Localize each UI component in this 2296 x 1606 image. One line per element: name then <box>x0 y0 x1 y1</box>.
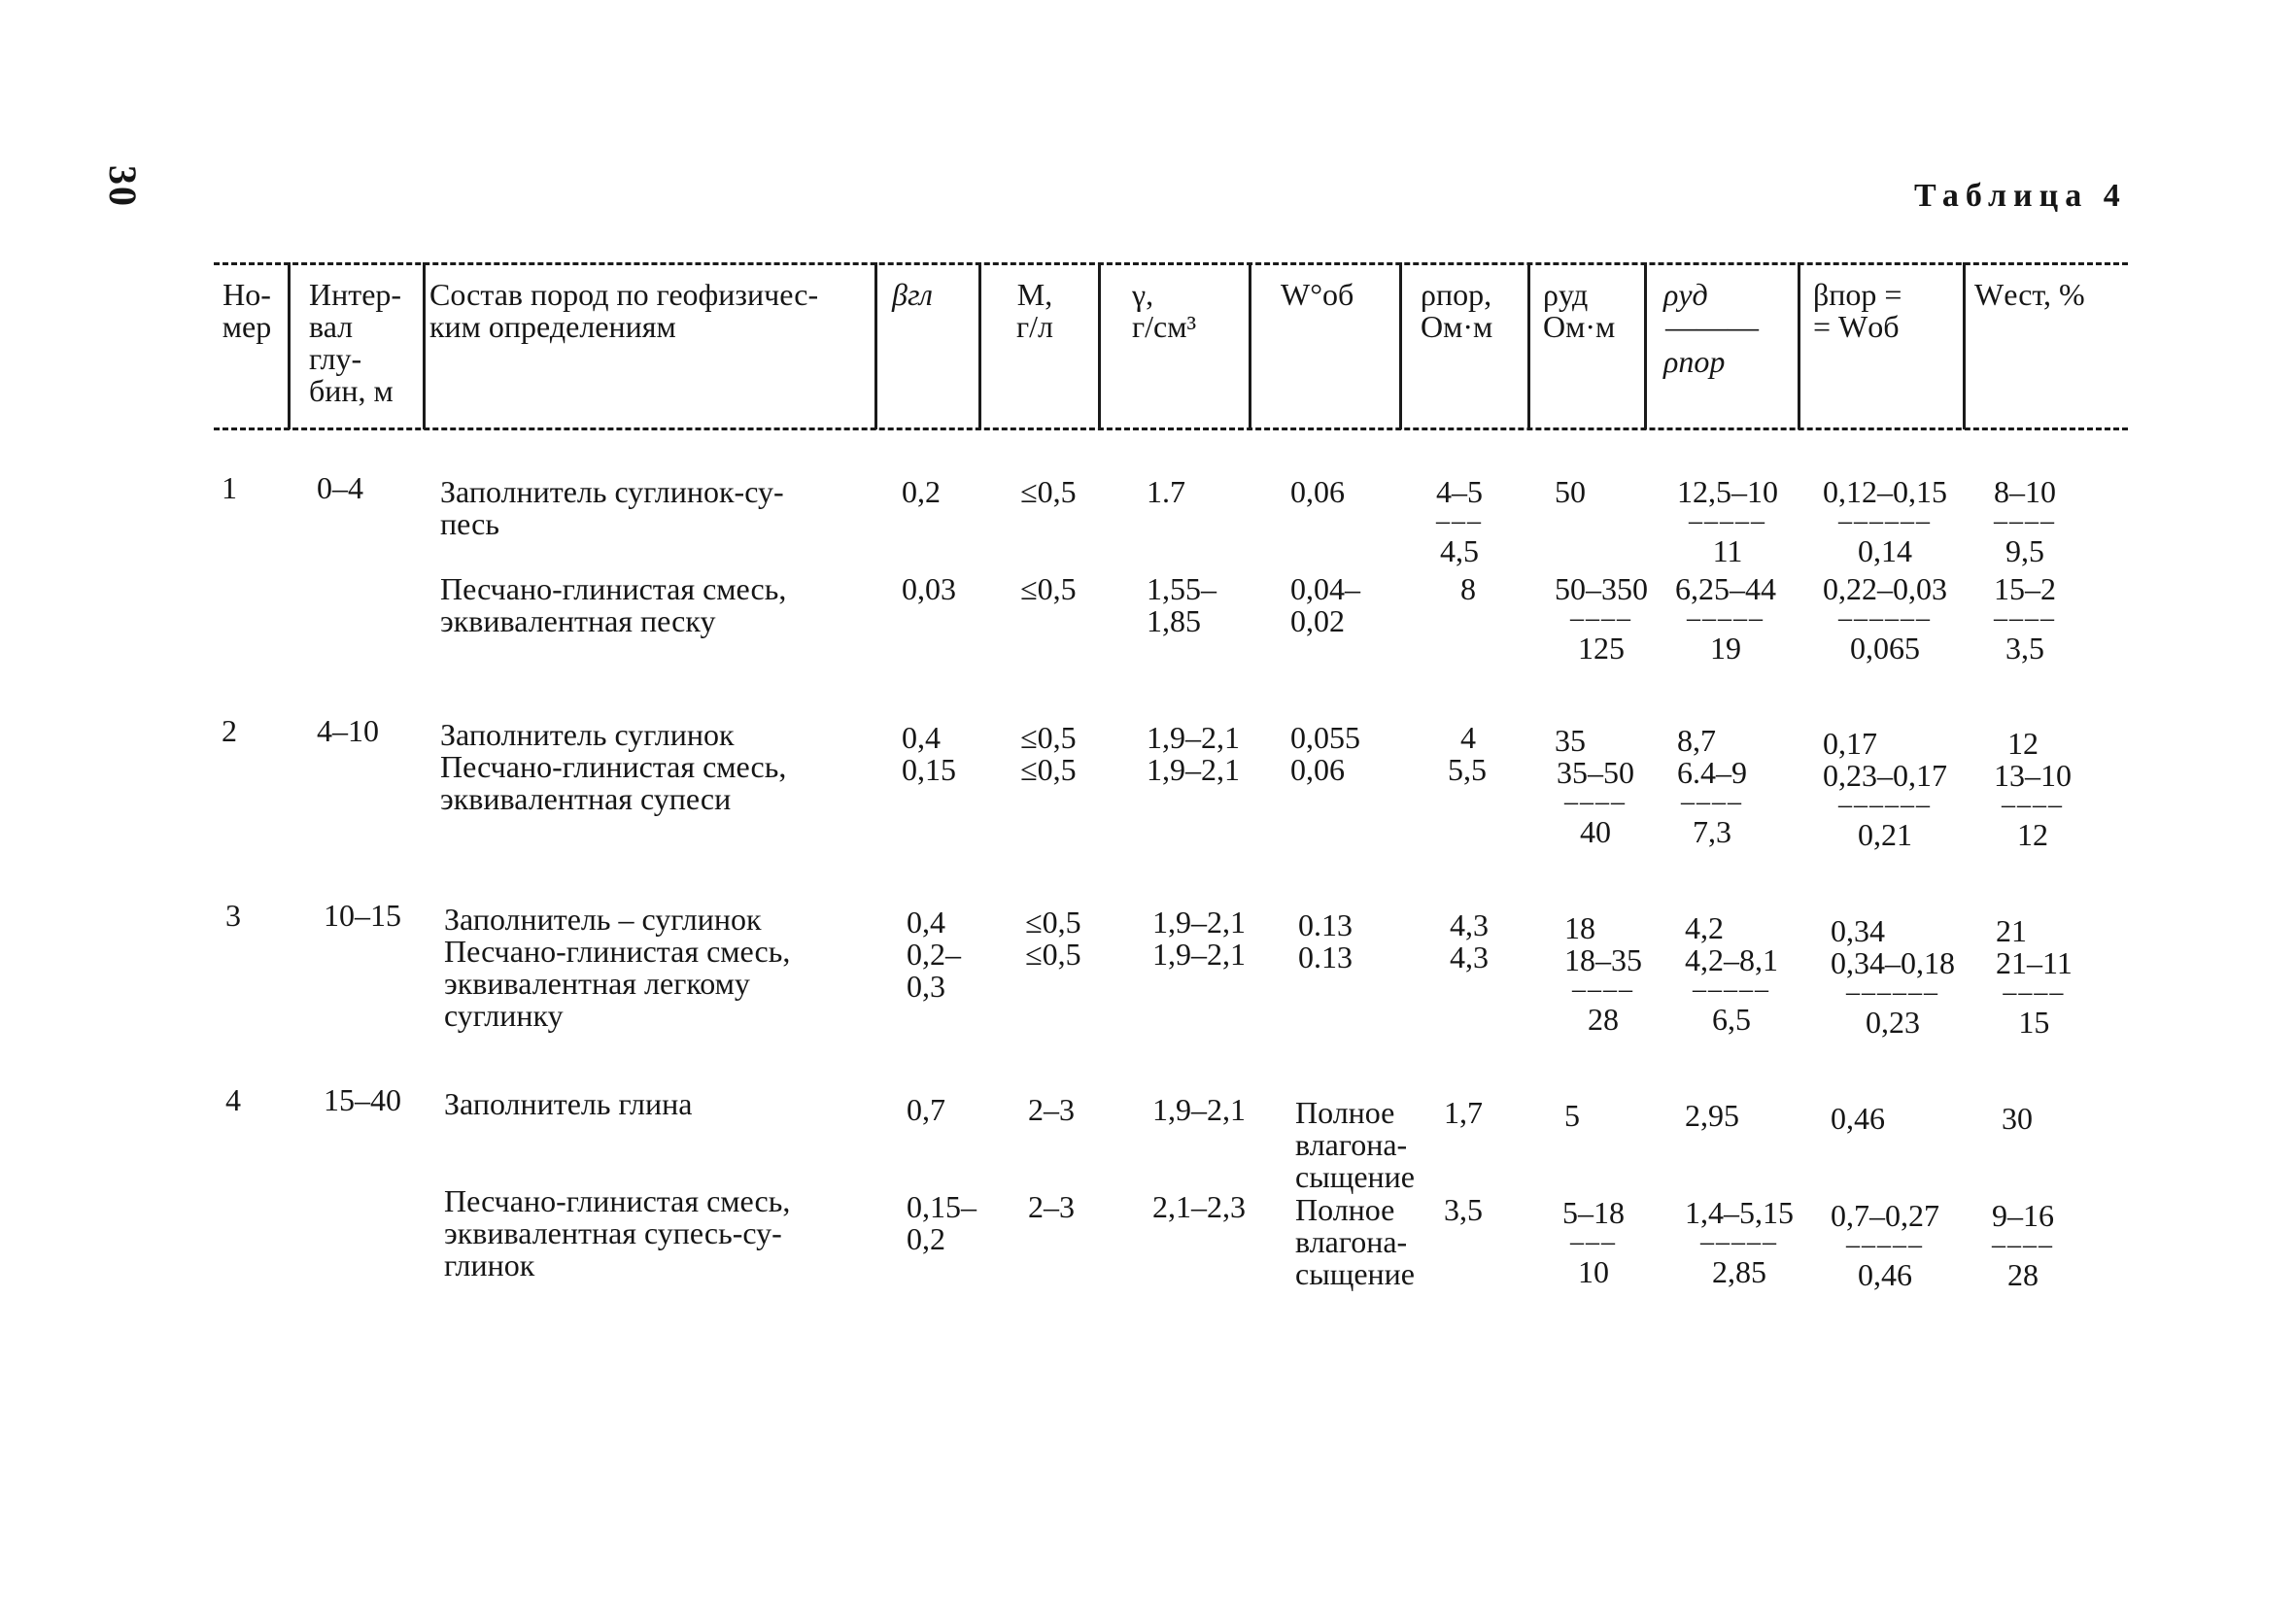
fraction-bottom: 2,85 <box>1712 1254 1766 1289</box>
fraction-bar: –––––– <box>1846 977 1939 1008</box>
row-ratio-fraction <box>1677 476 1778 567</box>
row-m: ≤0,5 <box>1020 752 1077 787</box>
row-w-est-fraction <box>1994 476 2056 567</box>
fraction-bar: –––– <box>2003 977 2066 1008</box>
col-divider <box>1399 262 1402 429</box>
row-gamma: 1,9–2,1 <box>1152 937 1246 972</box>
row-number: 2 <box>222 713 237 748</box>
fraction-bar: –––– <box>1572 974 1634 1005</box>
fraction-top: 50–350 <box>1555 571 1648 606</box>
row-gamma: 1,55– 1,85 <box>1147 571 1217 638</box>
row-w-est: 12 <box>2007 726 2039 761</box>
row-ratio-fraction <box>1677 757 1747 848</box>
header-beta-por: βпор = = Wоб <box>1813 277 1902 344</box>
fraction-bar: –––– <box>1992 1230 2054 1260</box>
header-w-ob: W°об <box>1281 277 1354 312</box>
fraction-bar: ––– <box>1436 506 1483 536</box>
row-m: 2–3 <box>1028 1092 1075 1127</box>
row-w: 0,055 <box>1290 720 1360 755</box>
row-w-est-fraction <box>1996 947 2073 1039</box>
fraction-bottom: 7,3 <box>1693 814 1731 849</box>
page-number: 30 <box>101 165 145 208</box>
row-rho-ud-fraction <box>1564 944 1642 1036</box>
row-ratio: 4,2 <box>1685 910 1724 945</box>
header-rho-ud: ρуд Ом·м <box>1543 277 1616 344</box>
fraction-bottom: 15 <box>2018 1005 2050 1040</box>
row-beta: 0,2 <box>902 474 941 509</box>
row-beta-por-fraction <box>1831 947 1955 1039</box>
fraction-top: 21–11 <box>1996 945 2073 980</box>
col-divider <box>874 262 877 429</box>
header-composition: Состав пород по геофизичес- ким определениям <box>429 277 819 344</box>
fraction-bottom: 11 <box>1712 533 1743 568</box>
col-divider <box>423 262 426 429</box>
row-composition: Заполнитель – суглинок <box>444 902 762 937</box>
fraction-bar: –––– <box>1564 787 1627 817</box>
row-interval: 0–4 <box>317 470 363 505</box>
row-ratio-fraction <box>1685 1197 1794 1288</box>
row-rho-por: 4,3 <box>1450 907 1489 942</box>
header-gamma: γ, г/см³ <box>1132 277 1197 344</box>
row-composition: Заполнитель суглинок-су- песь <box>440 474 784 541</box>
row-beta-por-fraction <box>1823 476 1947 567</box>
fraction-top: 0,7–0,27 <box>1831 1198 1939 1233</box>
fraction-top: 0,12–0,15 <box>1823 474 1947 509</box>
row-ratio: 8,7 <box>1677 723 1716 758</box>
row-gamma: 1,9–2,1 <box>1152 905 1246 940</box>
fraction-bar: ––– <box>1570 1227 1617 1257</box>
row-w: Полное влагона- сыщение <box>1295 1095 1415 1194</box>
row-gamma: 2,1–2,3 <box>1152 1189 1246 1224</box>
row-rho-por: 8 <box>1460 571 1476 606</box>
row-rho-por: 3,5 <box>1444 1192 1483 1227</box>
row-beta-por-fraction <box>1831 1200 1939 1291</box>
col-divider <box>1098 262 1101 429</box>
row-w: 0.13 <box>1298 940 1353 974</box>
row-rho-ud-fraction <box>1562 1197 1625 1288</box>
header-beta-gl: βгл <box>892 277 933 312</box>
fraction-bottom: 28 <box>2007 1257 2039 1292</box>
fraction-bar: ––––– <box>1693 974 1770 1005</box>
row-number: 4 <box>225 1082 241 1117</box>
row-m: ≤0,5 <box>1025 937 1081 972</box>
header-m: М, г/л <box>1016 277 1053 344</box>
row-rho-por: 4 <box>1460 720 1476 755</box>
col-divider <box>1644 262 1647 429</box>
row-beta-por-fraction <box>1823 573 1947 665</box>
header-rho-por: ρпор, Ом·м <box>1421 277 1493 344</box>
fraction-bar: ––––– <box>1700 1227 1778 1257</box>
row-rho-ud-fraction <box>1557 757 1634 848</box>
fraction-top: 1,4–5,15 <box>1685 1195 1794 1230</box>
row-beta: 0,4 <box>902 720 941 755</box>
fraction-bottom: 9,5 <box>2005 533 2044 568</box>
row-rho-por: 4,3 <box>1450 940 1489 974</box>
row-rho-ud: 35 <box>1555 723 1586 758</box>
row-composition: Песчано-глинистая смесь, эквивалентная супесь-су- глинок <box>444 1183 791 1282</box>
row-gamma: 1,9–2,1 <box>1147 752 1240 787</box>
row-w: 0,06 <box>1290 474 1345 509</box>
row-w-est-fraction <box>1994 760 2072 851</box>
fraction-bottom: 40 <box>1580 814 1611 849</box>
fraction-bar: –––– <box>1994 506 2056 536</box>
fraction-top: 6,25–44 <box>1675 571 1776 606</box>
row-w-est: 30 <box>2002 1101 2033 1136</box>
fraction-top: 9–16 <box>1992 1198 2054 1233</box>
fraction-bottom: 0,14 <box>1858 533 1912 568</box>
row-gamma: 1,9–2,1 <box>1152 1092 1246 1127</box>
fraction-bar: ––––– <box>1689 506 1766 536</box>
row-beta-por: 0,46 <box>1831 1101 1885 1136</box>
fraction-top: 0,34–0,18 <box>1831 945 1955 980</box>
fraction-bar: –––––– <box>1838 603 1932 633</box>
row-ratio: 2,95 <box>1685 1098 1739 1133</box>
fraction-bottom: 0,065 <box>1850 631 1920 666</box>
fraction-top: 13–10 <box>1994 758 2072 793</box>
header-w-est: Wест, % <box>1974 277 2085 312</box>
row-w: 0.13 <box>1298 907 1353 942</box>
row-rho-ud: 50 <box>1555 474 1586 509</box>
row-w: 0,04– 0,02 <box>1290 571 1360 638</box>
row-rho-por-fraction <box>1436 476 1483 567</box>
row-beta: 0,7 <box>907 1092 945 1127</box>
header-bottom-rule <box>214 427 2128 430</box>
row-number: 1 <box>222 470 237 505</box>
fraction-bottom: 125 <box>1578 631 1625 666</box>
row-rho-ud: 5 <box>1564 1098 1580 1133</box>
row-interval: 10–15 <box>324 898 401 933</box>
header-top-rule <box>214 262 2128 265</box>
fraction-bottom: 4,5 <box>1440 533 1479 568</box>
col-divider <box>288 262 291 429</box>
fraction-top: 0,23–0,17 <box>1823 758 1947 793</box>
row-rho-ud: 18 <box>1564 910 1595 945</box>
row-rho-ud-fraction <box>1555 573 1648 665</box>
fraction-bottom: 19 <box>1710 631 1741 666</box>
row-ratio-fraction <box>1675 573 1776 665</box>
row-beta: 0,15 <box>902 752 956 787</box>
row-m: ≤0,5 <box>1020 720 1077 755</box>
fraction-bar: ––––– <box>1687 603 1765 633</box>
fraction-top: 4–5 <box>1436 474 1483 509</box>
fraction-bar: ––––– <box>1846 1230 1924 1260</box>
row-w-est: 21 <box>1996 913 2027 948</box>
fraction-top: 6.4–9 <box>1677 755 1747 790</box>
row-w-est-fraction <box>1994 573 2056 665</box>
fraction-top: 5–18 <box>1562 1195 1625 1230</box>
fraction-top: 12,5–10 <box>1677 474 1778 509</box>
col-divider <box>1798 262 1800 429</box>
row-composition: Заполнитель глина <box>444 1086 693 1121</box>
row-beta: 0,15– 0,2 <box>907 1189 977 1256</box>
row-gamma: 1,9–2,1 <box>1147 720 1240 755</box>
table-title: Таблица 4 <box>1914 178 2127 214</box>
row-rho-por: 1,7 <box>1444 1095 1483 1130</box>
row-interval: 4–10 <box>317 713 379 748</box>
fraction-bottom: 10 <box>1578 1254 1609 1289</box>
fraction-top: 18–35 <box>1564 942 1642 977</box>
row-m: ≤0,5 <box>1020 571 1077 606</box>
fraction-bar: –––––– <box>1838 790 1932 820</box>
fraction-bar: –––– <box>1570 603 1632 633</box>
row-beta-por: 0,17 <box>1823 726 1877 761</box>
row-beta-por-fraction <box>1823 760 1947 851</box>
row-m: ≤0,5 <box>1020 474 1077 509</box>
fraction-top: 8–10 <box>1994 474 2056 509</box>
row-gamma: 1.7 <box>1147 474 1185 509</box>
header-ratio-numerator: ρуд <box>1663 277 1708 312</box>
fraction-top: 0,22–0,03 <box>1823 571 1947 606</box>
fraction-bottom: 0,46 <box>1858 1257 1912 1292</box>
row-ratio-fraction <box>1685 944 1778 1036</box>
col-divider <box>1963 262 1966 429</box>
col-divider <box>1249 262 1251 429</box>
row-composition: Песчано-глинистая смесь, эквивалентная легкому суглинку <box>444 934 791 1033</box>
row-composition: Заполнитель суглинок <box>440 717 735 752</box>
header-interval: Интер- вал глу- бин, м <box>309 277 402 408</box>
fraction-bottom: 12 <box>2017 817 2048 852</box>
row-beta-por: 0,34 <box>1831 913 1885 948</box>
row-composition: Песчано-глинистая смесь, эквивалентная супеси <box>440 749 787 816</box>
fraction-bottom: 6,5 <box>1712 1002 1751 1037</box>
fraction-top: 35–50 <box>1557 755 1634 790</box>
row-w: 0,06 <box>1290 752 1345 787</box>
fraction-top: 15–2 <box>1994 571 2056 606</box>
header-ratio-denominator: ρпор <box>1663 344 1726 379</box>
row-interval: 15–40 <box>324 1082 401 1117</box>
fraction-bar: –––– <box>1681 787 1743 817</box>
col-divider <box>1527 262 1530 429</box>
row-rho-por: 5,5 <box>1448 752 1487 787</box>
fraction-top: 4,2–8,1 <box>1685 942 1778 977</box>
fraction-bottom: 3,5 <box>2005 631 2044 666</box>
fraction-bottom: 28 <box>1588 1002 1619 1037</box>
fraction-bar: –––––– <box>1838 506 1932 536</box>
row-w: Полное влагона- сыщение <box>1295 1192 1415 1291</box>
row-beta: 0,2– 0,3 <box>907 937 961 1004</box>
fraction-bottom: 0,23 <box>1866 1005 1920 1040</box>
row-w-est-fraction <box>1992 1200 2054 1291</box>
row-beta: 0,4 <box>907 905 945 940</box>
row-m: ≤0,5 <box>1025 905 1081 940</box>
row-number: 3 <box>225 898 241 933</box>
fraction-bar: –––– <box>2002 790 2064 820</box>
fraction-bottom: 0,21 <box>1858 817 1912 852</box>
header-number: Но- мер <box>222 277 272 344</box>
fraction-bar: –––– <box>1994 603 2056 633</box>
col-divider <box>978 262 981 429</box>
row-composition: Песчано-глинистая смесь, эквивалентная песку <box>440 571 787 638</box>
row-beta: 0,03 <box>902 571 956 606</box>
row-m: 2–3 <box>1028 1189 1075 1224</box>
header-ratio-bar: ——— <box>1665 309 1759 344</box>
